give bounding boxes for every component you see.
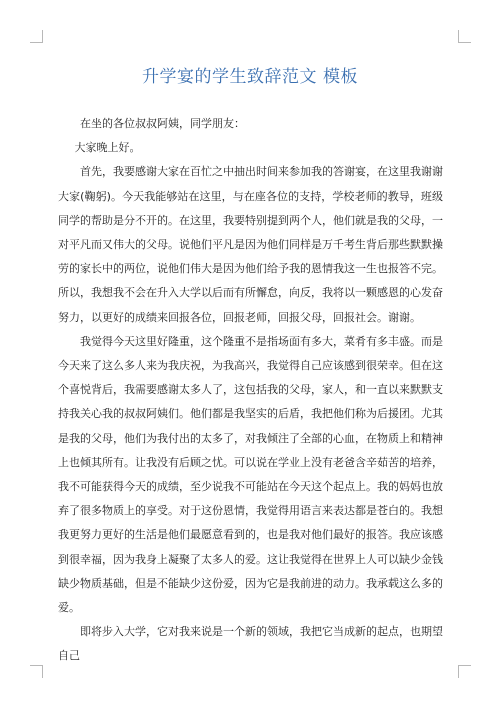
paragraph-1: 首先，我要感谢大家在百忙之中抽出时间来参加我的答谢宴，在这里我谢谢大家(鞠躬)。今天我能够站在这里，与在座各位的支持，学校老师的教导，班级同学的帮助是分不开的。在这里，我要特别提到两个人，他们就是我的父母，一对平凡而又伟大的父母。说他们平凡是因为他们同样是万千考生背后那些默默操劳的家长中的两位，说他们伟大是因为他们给予我的恩情我这一生也报答不完。所以，我想我不会在升入大学以后而有所懈怠，向反，我将以一颗感恩的心发奋努力，以更好的成绩来回报各位，回报老师，回报父母，回报社会。谢谢。 xyxy=(58,165,443,324)
crop-mark-bottom-left xyxy=(30,665,43,678)
crop-mark-bottom-right xyxy=(458,665,471,678)
crop-mark-top-right xyxy=(458,30,471,43)
greeting-line: 大家晚上好。 xyxy=(74,141,141,155)
document-body xyxy=(58,112,443,669)
paragraph-3: 即将步入大学，它对我来说是一个新的领域，我把它当成新的起点，也期望自己 xyxy=(58,625,443,663)
crop-mark-top-left xyxy=(30,30,43,43)
document-title: 升学宴的学生致辞范文 模板 xyxy=(142,67,358,87)
paragraph-2: 我觉得今天这里好隆重，这个隆重不是指场面有多大，菜肴有多丰盛。而是今天来了这么多人来为我庆祝，为我高兴，我觉得自己应该感到很荣幸。但在这个喜悦背后，我需要感谢太多人了，这包括我的父母，家人，和一直以来默默支持我关心我的叔叔阿姨们。他们都是我坚实的后盾，我把他们称为后援团。尤其是我的父母，他们为我付出的太多了，对我倾注了全部的心血，在物质上和精神上也倾其所有。让我没有后顾之忧。可以说在学业上没有老爸含辛茹苦的培养，我不可能获得今天的成绩，至少说我不可能站在今天这个起点上。我的妈妈也放弃了很多物质上的享受。对于这份恩情，我觉得用语言来表达都是苍白的。我想我更努力更好的生活是他们最愿意看到的，也是我对他们最好的报答。我应该感到很幸福，因为我身上凝聚了太多人的爱。这让我觉得在世界上人可以缺少金钱缺少物质基础，但是不能缺少这份爱，因为它是我前进的动力。我承载这么多的爱。 xyxy=(58,334,443,615)
salutation-line: 在坐的各位叔叔阿姨，同学朋友： xyxy=(80,117,245,130)
